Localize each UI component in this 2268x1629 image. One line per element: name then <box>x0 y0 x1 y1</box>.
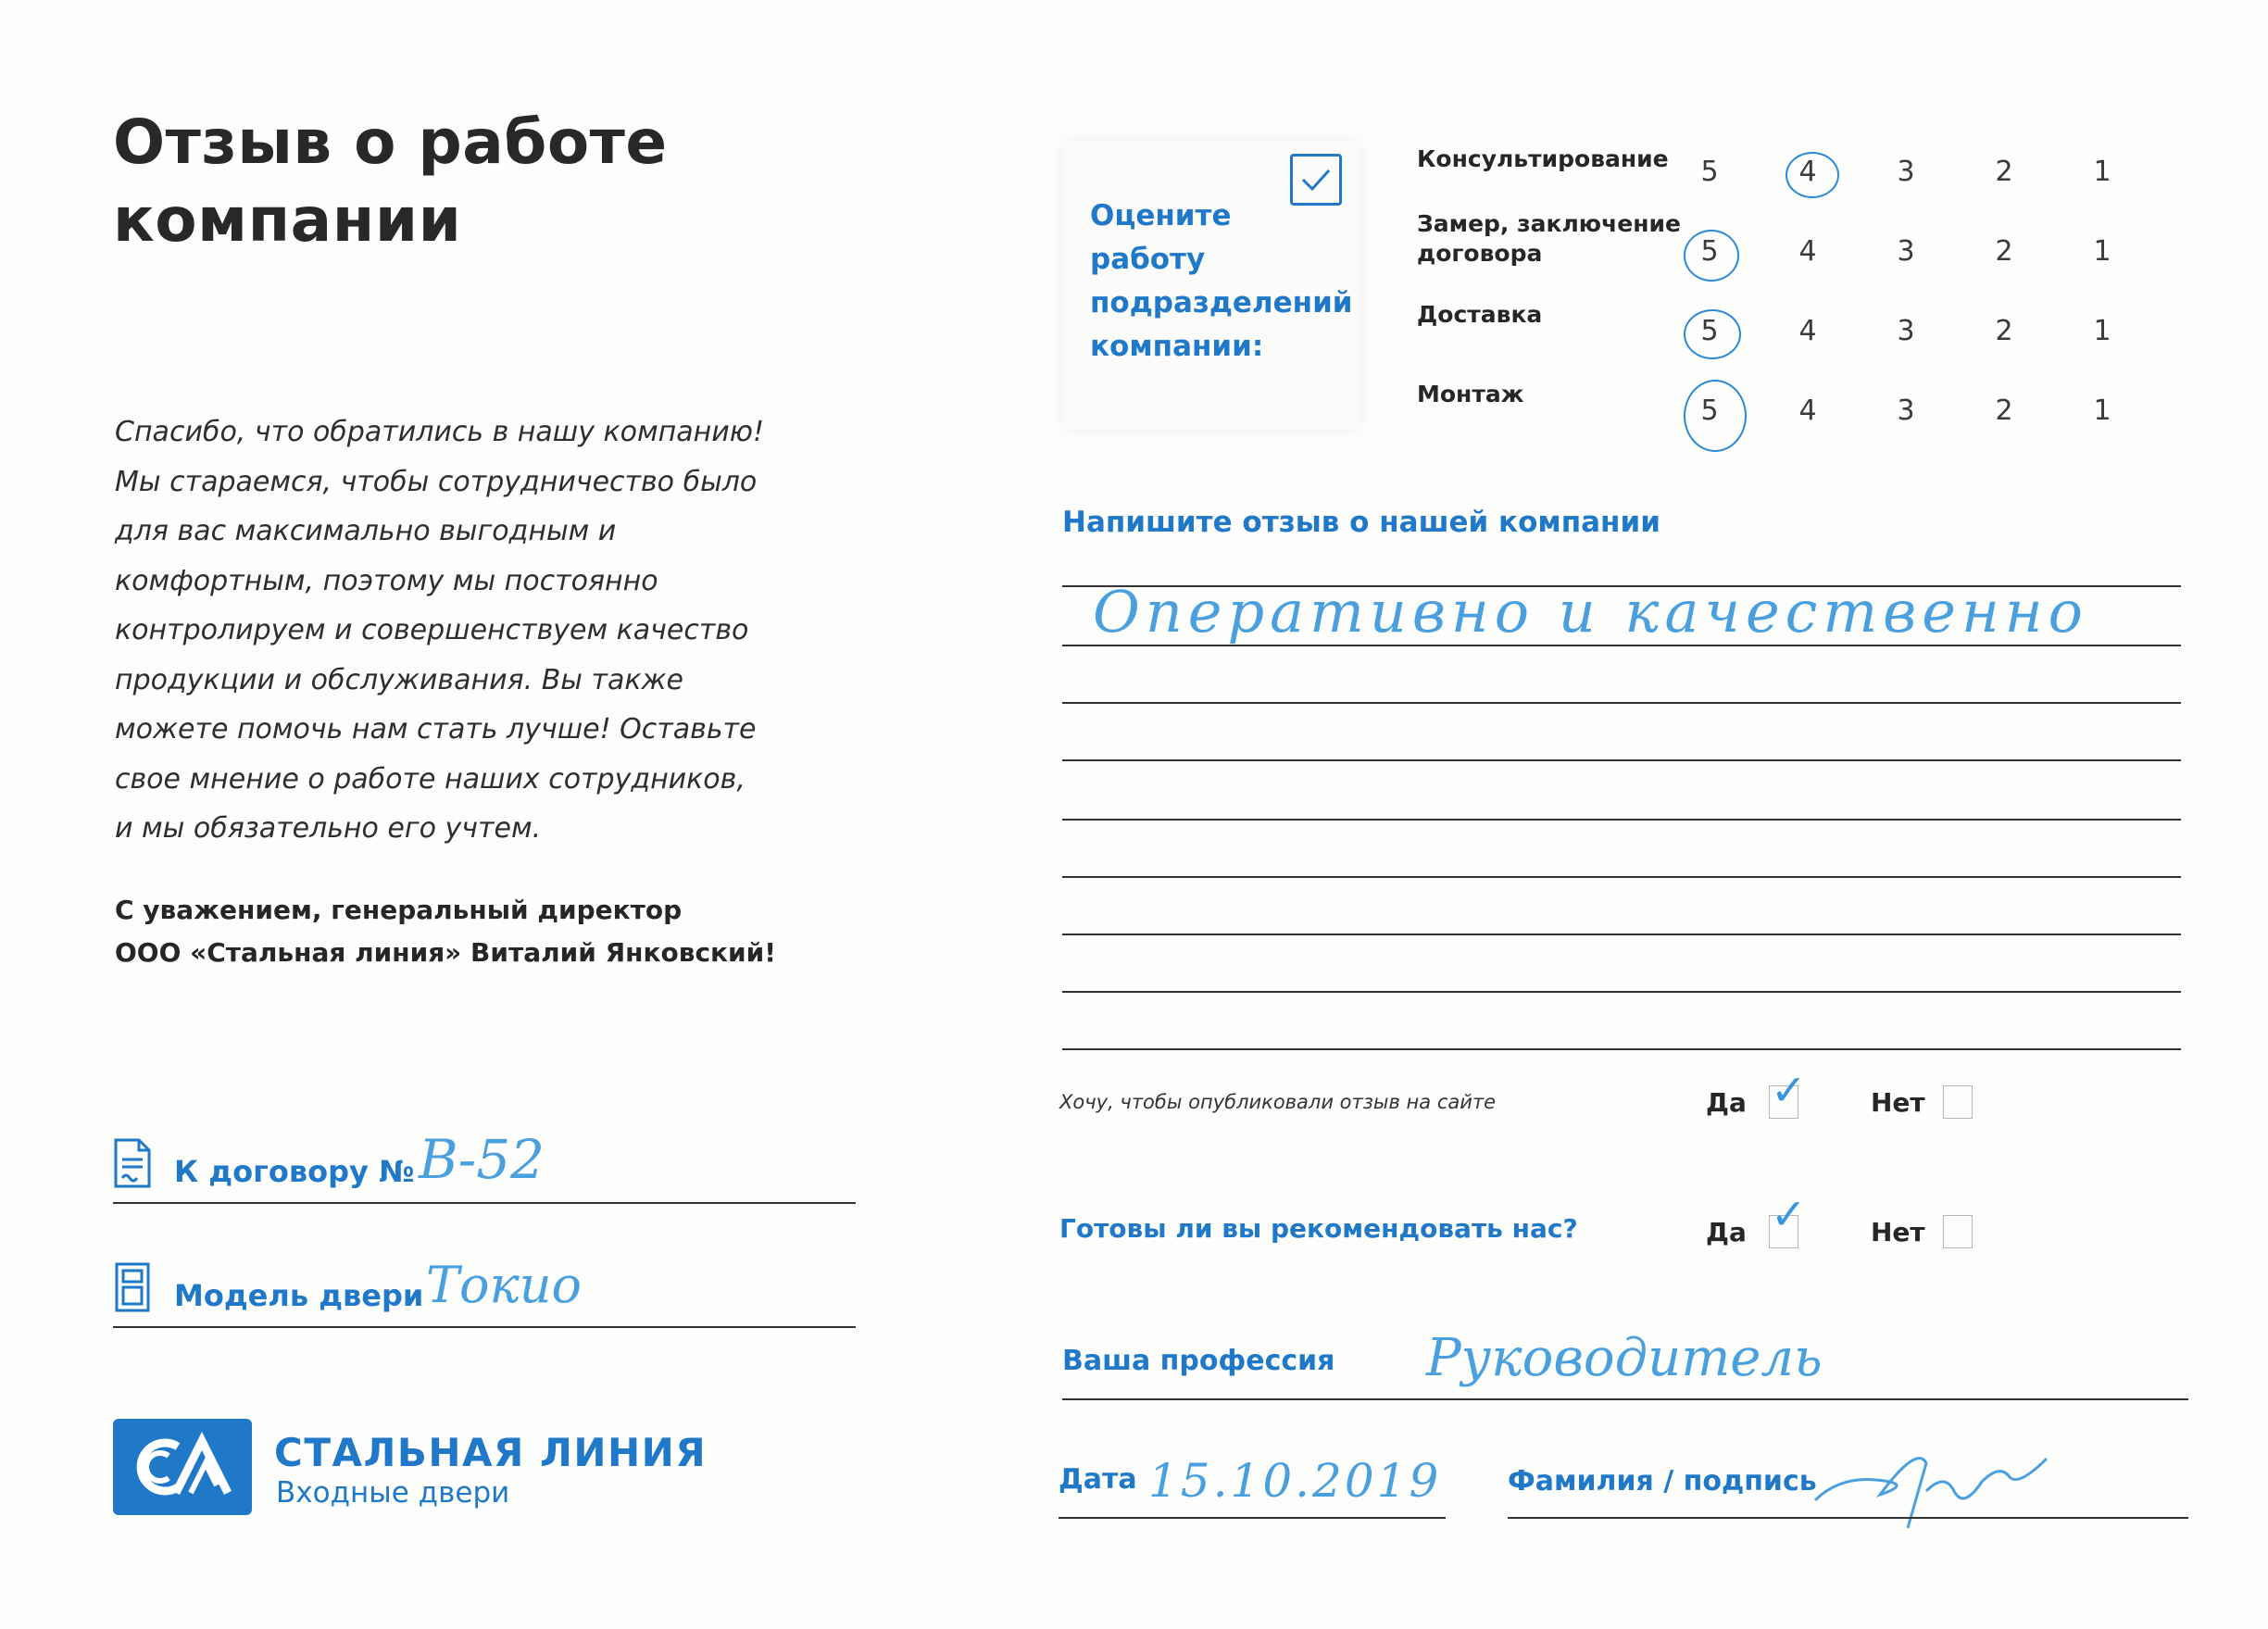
rating-title <box>1090 194 1359 369</box>
checkmark-icon: ✓ <box>1771 1189 1807 1239</box>
rating-category-label: Доставка <box>1417 301 1543 328</box>
contract-number-value: В-52 <box>419 1128 545 1191</box>
document-icon <box>113 1137 152 1189</box>
rating-title-line: работу <box>1090 243 1206 276</box>
profession-line[interactable] <box>1062 1398 2188 1400</box>
recommend-no-label: Нет <box>1871 1217 1925 1247</box>
review-line <box>1062 991 2181 993</box>
rating-option[interactable]: 5 <box>1700 395 1719 427</box>
rating-category-consulting <box>1417 144 1685 174</box>
profession-label: Ваша профессия <box>1062 1345 1335 1377</box>
intro-line: Спасибо, что обратились в нашу компанию! <box>115 416 765 448</box>
contract-field[interactable] <box>113 1128 856 1204</box>
intro-line: для вас максимально выгодным и <box>115 515 617 547</box>
rating-option[interactable]: 5 <box>1700 235 1719 268</box>
recommend-yes-label: Да <box>1706 1217 1747 1247</box>
review-line <box>1062 585 2181 587</box>
brand-name: СТАЛЬНАЯ ЛИНИЯ <box>274 1430 708 1475</box>
intro-line: можете помочь нам стать лучше! Оставьте <box>115 713 757 746</box>
rating-option[interactable]: 5 <box>1700 315 1719 347</box>
rating-option[interactable]: 4 <box>1798 235 1817 268</box>
rating-option[interactable]: 2 <box>1995 315 2013 347</box>
rating-category-measure <box>1417 209 1685 269</box>
rating-title-line: подразделений <box>1090 286 1353 320</box>
selected-rating-circle <box>1786 152 1839 198</box>
review-handwritten-text: Оперативно и качественно <box>1093 578 2088 645</box>
review-line <box>1062 702 2181 704</box>
regards-line-1: С уважением, генеральный директор <box>115 895 683 925</box>
recommend-no-checkbox[interactable] <box>1943 1215 1973 1248</box>
rating-option[interactable]: 3 <box>1897 235 1915 268</box>
rating-option[interactable]: 3 <box>1897 156 1915 188</box>
contract-label: К договору № <box>174 1154 415 1189</box>
rating-title-line: компании: <box>1090 330 1264 363</box>
selected-rating-circle <box>1684 380 1747 452</box>
intro-line: Мы стараемся, чтобы сотрудничество было <box>115 465 758 498</box>
handwritten-signature <box>1806 1435 2074 1537</box>
door-model-field[interactable] <box>113 1252 856 1328</box>
checkmark-icon: ✓ <box>1771 1065 1807 1115</box>
review-line <box>1062 1048 2181 1050</box>
rating-option[interactable]: 2 <box>1995 156 2013 188</box>
review-line <box>1062 819 2181 821</box>
publish-question: Хочу, чтобы опубликовали отзыв на сайте <box>1059 1091 1497 1113</box>
signature-line[interactable] <box>1508 1517 2188 1519</box>
intro-line: свое мнение о работе наших сотрудников, <box>115 762 746 796</box>
intro-line: и мы обязательно его учтем. <box>115 812 542 845</box>
publish-no-label: Нет <box>1871 1087 1925 1118</box>
publish-no-checkbox[interactable] <box>1943 1085 1973 1119</box>
rating-option[interactable]: 1 <box>2093 395 2111 427</box>
rating-option[interactable]: 1 <box>2093 235 2111 268</box>
rating-category-delivery <box>1417 300 1685 330</box>
rating-option[interactable]: 4 <box>1798 395 1817 427</box>
regards-block <box>115 889 776 974</box>
recommend-question: Готовы ли вы рекомендовать нас? <box>1059 1213 1578 1244</box>
rating-option[interactable]: 3 <box>1897 395 1915 427</box>
publish-yes-label: Да <box>1706 1087 1747 1118</box>
door-icon <box>113 1261 152 1313</box>
intro-text <box>115 407 837 854</box>
title-line-2: компании <box>113 184 462 256</box>
rating-option[interactable]: 4 <box>1798 156 1817 188</box>
review-heading: Напишите отзыв о нашей компании <box>1062 506 1660 539</box>
rating-category-installation <box>1417 380 1685 409</box>
rating-category-label: договора <box>1417 240 1543 267</box>
door-model-label: Модель двери <box>174 1278 424 1313</box>
page-title <box>113 104 668 259</box>
rating-title-line: Оцените <box>1090 199 1232 232</box>
door-model-value: Токио <box>426 1256 583 1314</box>
rating-category-label: Замер, заключение <box>1417 210 1681 237</box>
rating-option[interactable]: 5 <box>1700 156 1719 188</box>
rating-option[interactable]: 2 <box>1995 395 2013 427</box>
review-line <box>1062 759 2181 761</box>
company-logo <box>113 1419 252 1515</box>
rating-category-label: Монтаж <box>1417 381 1524 407</box>
rating-category-label: Консультирование <box>1417 145 1669 172</box>
date-value: 15.10.2019 <box>1148 1454 1442 1508</box>
brand-subtitle: Входные двери <box>276 1476 510 1510</box>
signature-label: Фамилия / подпись <box>1508 1465 1817 1497</box>
rating-option[interactable]: 1 <box>2093 315 2111 347</box>
date-line[interactable] <box>1059 1517 1446 1519</box>
title-line-1: Отзыв о работе <box>113 107 668 178</box>
rating-option[interactable]: 1 <box>2093 156 2111 188</box>
intro-line: комфортным, поэтому мы постоянно <box>115 564 658 597</box>
intro-line: продукции и обслуживания. Вы также <box>115 663 683 696</box>
rating-option[interactable]: 2 <box>1995 235 2013 268</box>
review-line <box>1062 934 2181 935</box>
regards-line-2: ООО «Стальная линия» Виталий Янковский! <box>115 937 777 968</box>
profession-value: Руководитель <box>1426 1328 1823 1388</box>
review-line <box>1062 876 2181 878</box>
selected-rating-circle <box>1684 230 1739 282</box>
rating-option[interactable]: 3 <box>1897 315 1915 347</box>
selected-rating-circle <box>1684 309 1741 359</box>
intro-line: контролируем и совершенствуем качество <box>115 614 749 646</box>
rating-option[interactable]: 4 <box>1798 315 1817 347</box>
review-line <box>1062 645 2181 646</box>
date-label: Дата <box>1059 1463 1137 1496</box>
